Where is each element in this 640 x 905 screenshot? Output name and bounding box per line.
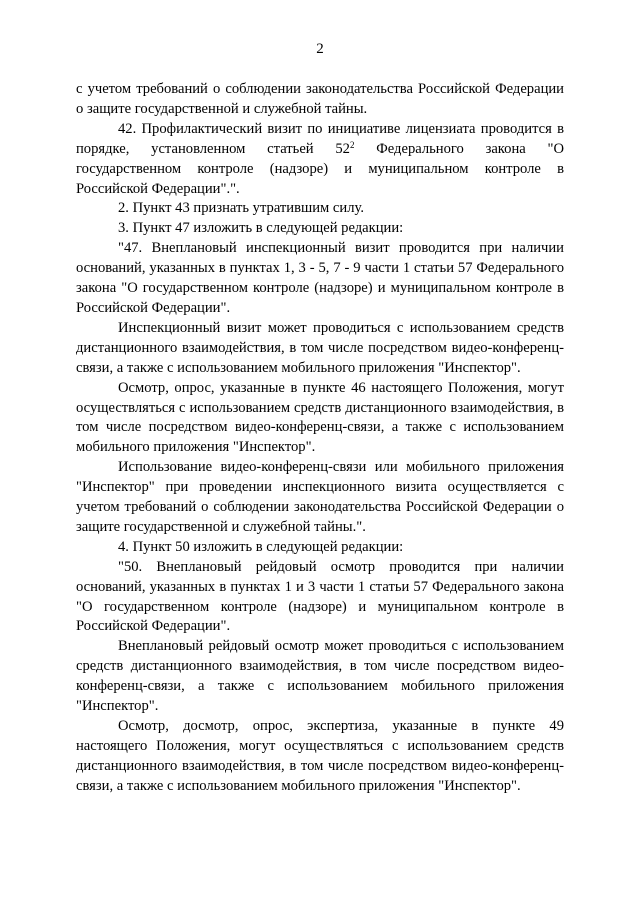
paragraph-video-conference: Использование видео-конференц-связи или мобильного приложения "Инспектор" при проведении инспекционного визита осуществляется с учетом требований о соблюдении законодательства Российской Федерации о защите государственной и служебной тайны.". [76, 459, 564, 535]
paragraph-item-42 [76, 120, 564, 200]
paragraph-amendment-4: 4. Пункт 50 изложить в следующей редакции: [118, 538, 404, 555]
paragraph-continuation: с учетом требований о соблюдении законодательства Российской Федерации о защите государственной и служебной тайны. [76, 81, 564, 117]
paragraph-inspection-visit: Инспекционный визит может проводиться с использованием средств дистанционного взаимодействия, в том числе посредством видео-конференц-связи, а также с использованием мобильного приложения "Инспектор". [76, 319, 564, 376]
paragraph-item-47: "47. Внеплановый инспекционный визит проводится при наличии оснований, указанных в пунктах 1, 3 - 5, 7 - 9 части 1 статьи 57 Федерального закона "О государственном контроле (надзоре) и муниципальном контроле в Российской Федерации". [76, 240, 564, 316]
paragraph-item-42-text: 42. Профилактический визит по инициативе лицензиата проводится в порядке, установленном статьей 52 [76, 120, 564, 157]
paragraph-amendment-3: 3. Пункт 47 изложить в следующей редакции: [118, 220, 404, 237]
paragraph-inspection-survey: Осмотр, опрос, указанные в пункте 46 настоящего Положения, могут осуществляться с использованием средств дистанционного взаимодействия, в том числе посредством видео-конференц-связи, а также с использованием мобильного приложения "Инспектор". [76, 379, 564, 456]
document-body [76, 80, 564, 797]
paragraph-item-50: "50. Внеплановый рейдовый осмотр проводится при наличии оснований, указанных в пунктах 1 и 3 части 1 статьи 57 Федерального закона "О государственном контроле (надзоре) и муниципальном контроле в Российской Федерации". [76, 558, 564, 635]
paragraph-raid-survey: Осмотр, досмотр, опрос, экспертиза, указанные в пункте 49 настоящего Положения, могут осуществляться с использованием средств дистанционного взаимодействия, в том числе посредством видео-конференц-связи, а также с использованием мобильного приложения "Инспектор". [76, 718, 564, 794]
paragraph-raid-inspection: Внеплановый рейдовый осмотр может проводиться с использованием средств дистанционного взаимодействия, в том числе посредством видео-конференц-связи, а также с использованием мобильного приложения "Инспектор". [76, 638, 564, 715]
paragraph-item-42-tail: Федерального закона "О государственном контроле (надзоре) и муниципальном контроле в Российской Федерации".". [76, 140, 564, 197]
article-superscript: 2 [349, 139, 355, 150]
page-number: 2 [316, 41, 324, 57]
paragraph-amendment-2: 2. Пункт 43 признать утратившим силу. [118, 200, 364, 217]
